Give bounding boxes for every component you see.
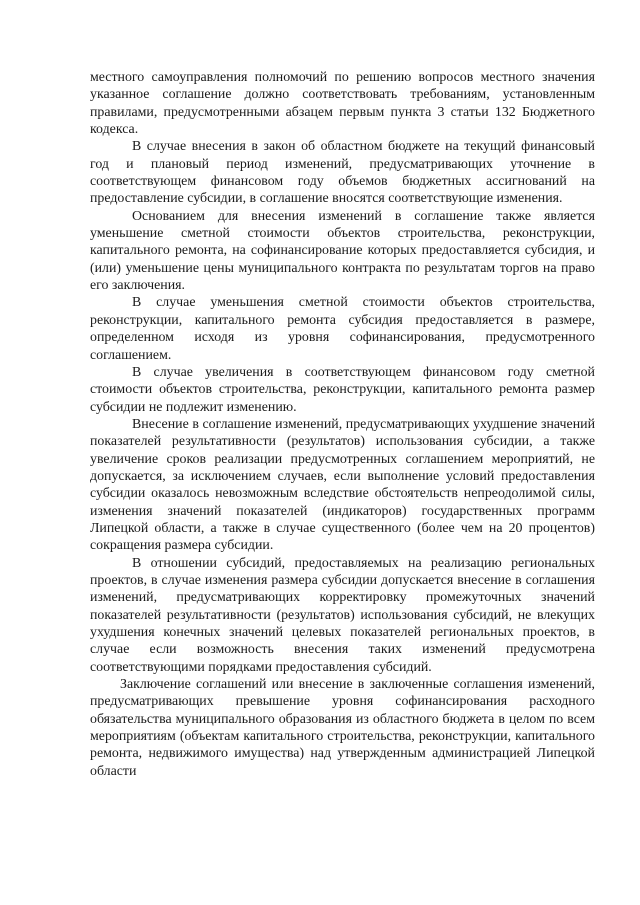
document-body <box>90 69 595 780</box>
paragraph-4: В случае уменьшения сметной стоимости объектов строительства, реконструкции, капитального ремонта субсидия предоставляется в размере, определенном исходя из уровня софинансирования, предусмотренного соглашением. <box>90 295 595 363</box>
paragraph-3: Основанием для внесения изменений в соглашение также является уменьшение сметной стоимости объектов строительства, реконструкции, капитального ремонта, на софинансирование которых предоставляется субсидия, и (или) уменьшение цены муниципального контракта по результатам торгов на право его заключения. <box>90 208 595 294</box>
paragraph-1: местного самоуправления полномочий по решению вопросов местного значения указанное соглашение должно соответствовать требованиям, установленным правилами, предусмотренными абзацем первым пункта 3 статьи 132 Бюджетного кодекса. <box>90 70 595 138</box>
paragraph-5: В случае увеличения в соответствующем финансовом году сметной стоимости объектов строительства, реконструкции, капитального ремонта размер субсидии не подлежит изменению. <box>90 364 595 415</box>
paragraph-8: Заключение соглашений или внесение в заключенные соглашения изменений, предусматривающих превышение уровня софинансирования расходного обязательства муниципального образования из областного бюджета в целом по всем мероприятиям (объектам капитального строительства, реконструкции, капитального ремонта, недвижимого имущества) над утвержденным администрацией Липецкой области <box>90 677 595 779</box>
paragraph-6: Внесение в соглашение изменений, предусматривающих ухудшение значений показателей результативности (результатов) использования субсидии, а также увеличение сроков реализации предусмотренных соглашением мероприятий, не допускается, за исключением случаев, если выполнение условий предоставления субсидии оказалось невозможным вследствие обстоятельств непреодолимой силы, изменения значений показателей (индикаторов) государственных программ Липецкой области, а также в случае существенного (более чем на 20 процентов) сокращения размера субсидии. <box>90 416 595 554</box>
paragraph-7: В отношении субсидий, предоставляемых на реализацию региональных проектов, в случае изменения размера субсидии допускается внесение в соглашения изменений, предусматривающих корректировку промежуточных значений показателей результативности (результатов) использования субсидий, не влекущих ухудшения конечных значений целевых показателей региональных проектов, в случае если возможность внесения таких изменений предусмотрена соответствующими порядками предоставления субсидий. <box>90 555 595 675</box>
paragraph-2: В случае внесения в закон об областном бюджете на текущий финансовый год и плановый период изменений, предусматривающих уточнение в соответствующем финансовом году объемов бюджетных ассигнований на предоставление субсидии, в соглашение вносятся соответствующие изменения. <box>90 139 595 207</box>
